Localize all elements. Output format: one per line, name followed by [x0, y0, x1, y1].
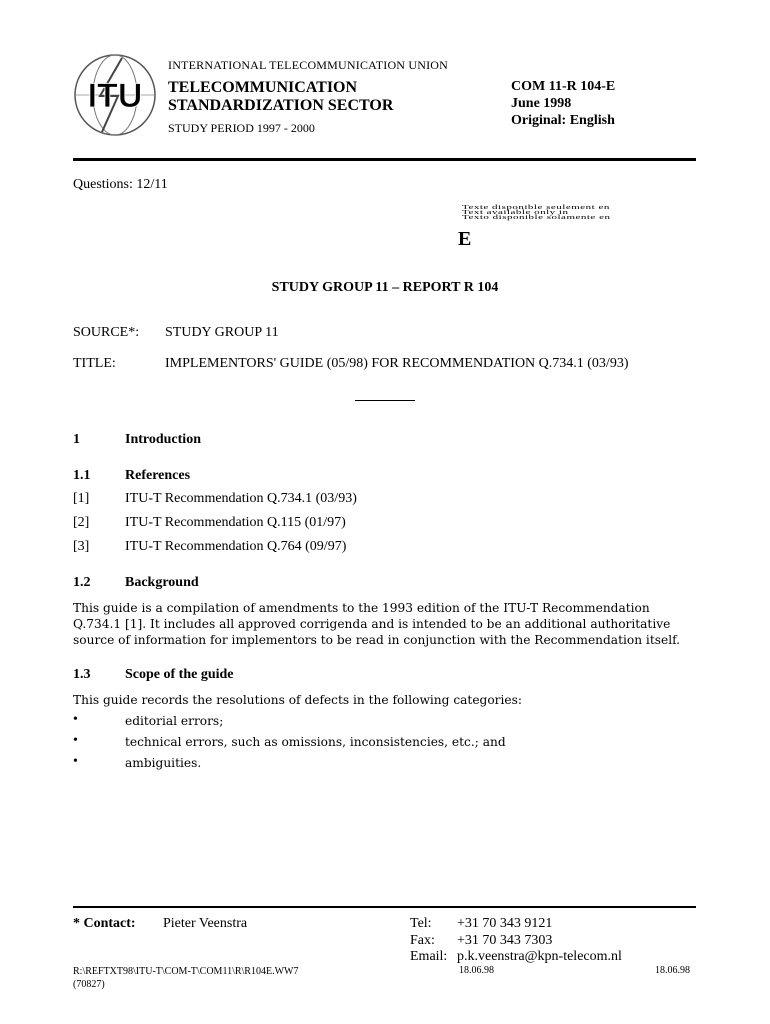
section-heading-references: References: [125, 468, 191, 483]
document-code: (70827): [73, 979, 105, 990]
scope-bullet-item: technical errors, such as omissions, inconsistencies, etc.; and: [125, 735, 506, 749]
section-number: 1.3: [73, 667, 91, 682]
section-number: 1: [73, 432, 80, 447]
language-availability-stamp: Texte disponible seulement en Text available only in Texto disponible solamente en: [462, 204, 611, 221]
language-code: E: [458, 228, 472, 250]
source-value: STUDY GROUP 11: [165, 325, 279, 340]
scope-intro: This guide records the resolutions of defects in the following categories:: [73, 693, 522, 707]
study-period: STUDY PERIOD 1997 - 2000: [168, 121, 315, 135]
footer-date: 18.06.98: [655, 965, 690, 976]
fax-label: Fax:: [410, 933, 435, 948]
questions-line: Questions: 12/11: [73, 177, 168, 192]
header-divider: [73, 158, 696, 161]
section-number: 1.2: [73, 575, 91, 590]
reference-text: ITU-T Recommendation Q.734.1 (03/93): [125, 491, 357, 506]
bullet-marker: •: [73, 712, 78, 727]
org-name: INTERNATIONAL TELECOMMUNICATION UNION: [168, 58, 449, 72]
svg-text:ITU: ITU: [87, 77, 143, 115]
email-label: Email:: [410, 949, 448, 964]
contact-label: * Contact:: [73, 916, 136, 931]
tel-label: Tel:: [410, 916, 432, 931]
reference-text: ITU-T Recommendation Q.115 (01/97): [125, 515, 346, 530]
scope-bullet-item: editorial errors;: [125, 714, 224, 728]
reference-number: [1]: [73, 491, 90, 506]
section-number: 1.1: [73, 468, 91, 483]
bullet-marker: •: [73, 733, 78, 748]
separator-rule: [355, 400, 415, 401]
title-value: IMPLEMENTORS' GUIDE (05/98) FOR RECOMMENDATION Q.734.1 (03/93): [165, 356, 629, 371]
report-title: STUDY GROUP 11 – REPORT R 104: [271, 280, 499, 295]
scope-bullet-item: ambiguities.: [125, 756, 202, 770]
source-label: SOURCE*:: [73, 325, 140, 340]
reference-text: ITU-T Recommendation Q.764 (09/97): [125, 539, 347, 554]
reference-number: [3]: [73, 539, 90, 554]
sector-name: TELECOMMUNICATION STANDARDIZATION SECTOR: [168, 79, 394, 114]
background-paragraph: This guide is a compilation of amendments to the 1993 edition of the ITU-T Recommendation Q.734.1 [1]. It includes all approved corrigenda and is intended to be an additional authoritative source of information for implementors to be read in conjunction with the Recommendation itself.: [73, 601, 681, 647]
section-heading-background: Background: [125, 575, 199, 590]
title-label: TITLE:: [73, 356, 116, 371]
footer-date: 18.06.98: [459, 965, 494, 976]
reference-number: [2]: [73, 515, 90, 530]
tel-value: +31 70 343 9121: [457, 916, 553, 931]
email-value[interactable]: p.k.veenstra@kpn-telecom.nl: [457, 949, 622, 964]
doc-original: Original: English: [511, 113, 615, 128]
document-reference: [511, 78, 615, 129]
doc-date: June 1998: [511, 96, 572, 111]
fax-value: +31 70 343 7303: [457, 933, 553, 948]
doc-number: COM 11-R 104-E: [511, 79, 616, 94]
footer-divider: [73, 906, 696, 908]
bullet-marker: •: [73, 754, 78, 769]
file-path: R:\REFTXT98\ITU-T\COM-T\COM11\R\R104E.WW7 (70827): [73, 966, 299, 990]
section-heading-scope: Scope of the guide: [125, 667, 234, 682]
contact-name: Pieter Veenstra: [163, 916, 248, 931]
itu-logo: [72, 52, 158, 138]
section-heading-introduction: Introduction: [125, 432, 201, 447]
